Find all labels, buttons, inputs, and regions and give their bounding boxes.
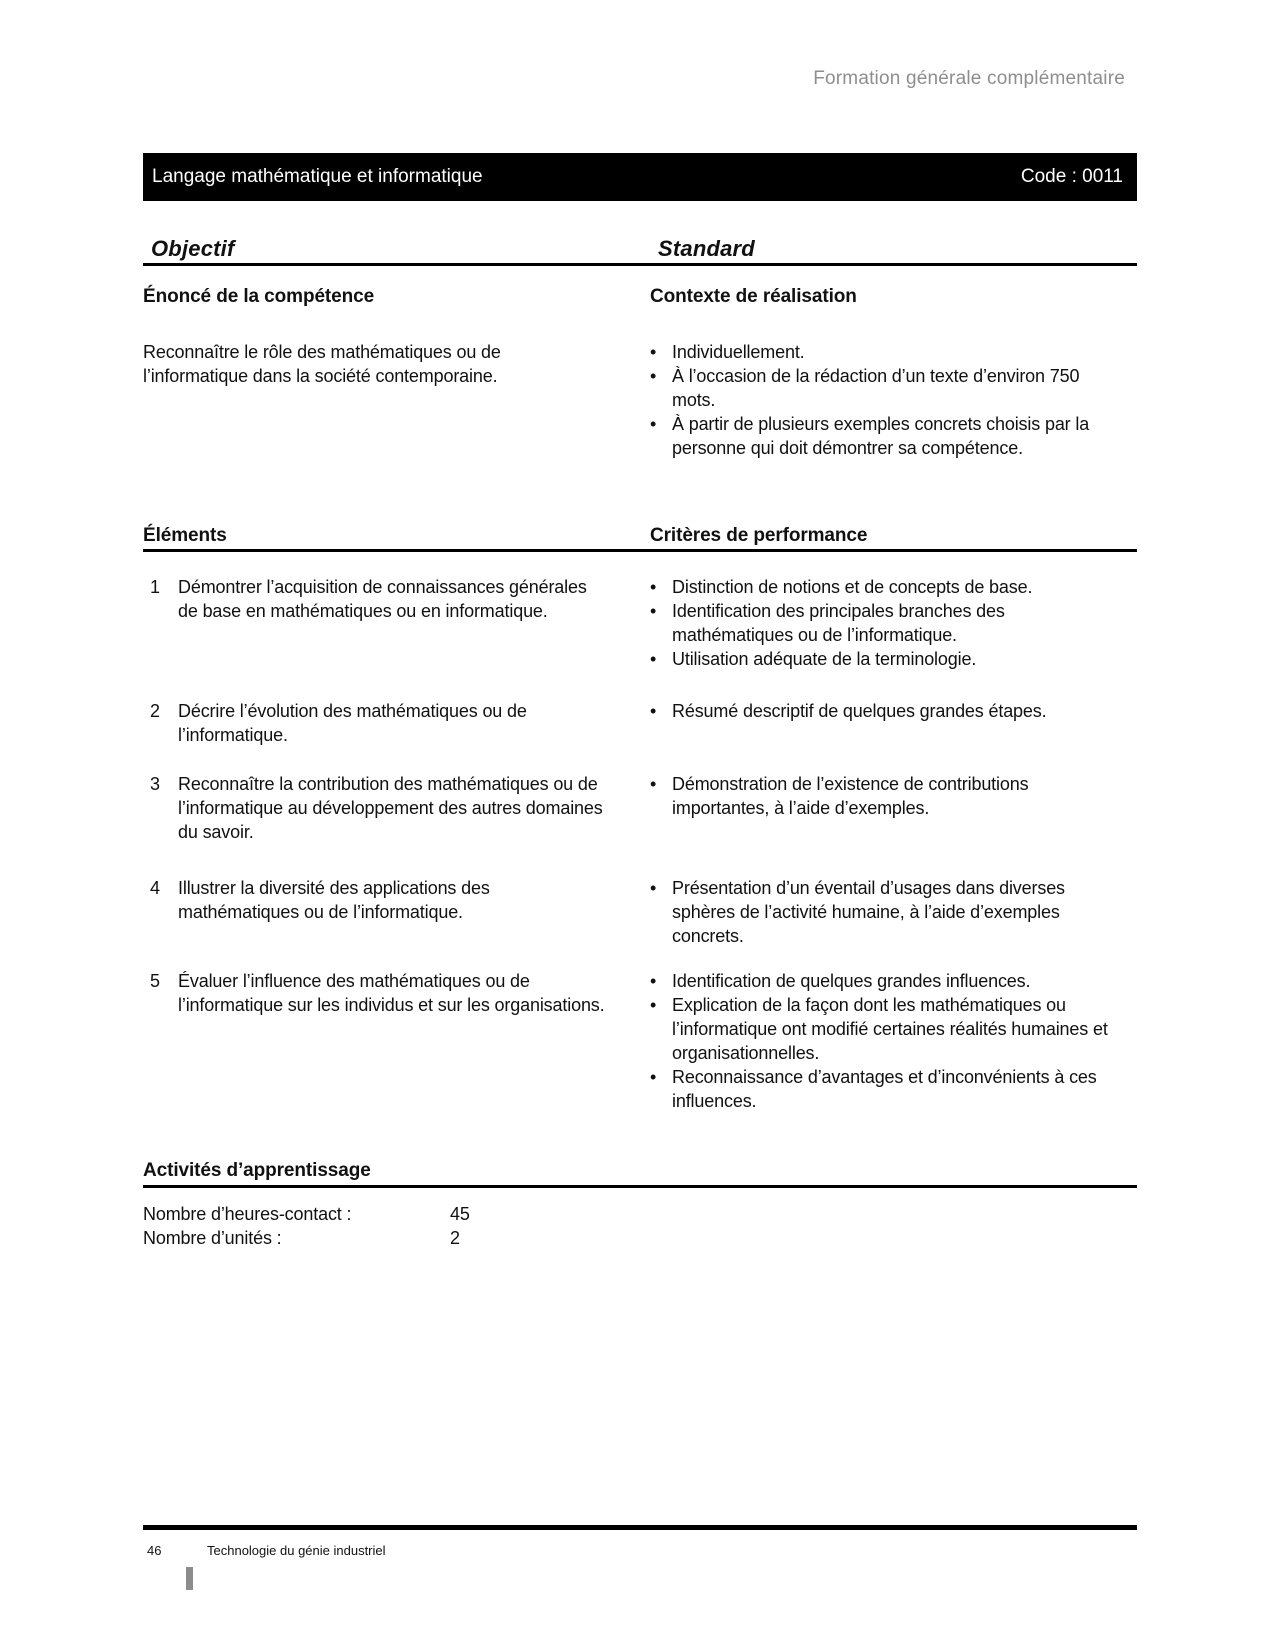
bullet-icon: • <box>650 774 657 794</box>
list-item <box>650 772 1137 820</box>
element-row <box>143 876 1137 969</box>
competence-statement: Reconnaître le rôle des mathématiques ou de l’informatique dans la société contemporaine. <box>143 342 501 386</box>
context-bullet-list <box>650 340 1137 460</box>
bullet-icon: • <box>650 414 657 434</box>
heading-activites: Activités d’apprentissage <box>143 1160 371 1181</box>
heading-elements: Éléments <box>143 525 227 546</box>
course-code: Code : 0011 <box>1020 166 1123 187</box>
element-statement <box>143 699 650 772</box>
bullet-text: Identification des principales branches des mathématiques ou de l’informatique. <box>672 601 1005 645</box>
bullet-icon: • <box>650 366 657 386</box>
list-item <box>650 1065 1137 1113</box>
bullet-text: À l’occasion de la rédaction d’un texte d’environ 750 mots. <box>672 366 1080 410</box>
element-statement <box>143 575 650 699</box>
bullet-icon: • <box>650 649 657 669</box>
bullet-text: À partir de plusieurs exemples concrets choisis par la personne qui doit démontrer sa compétence. <box>672 414 1090 458</box>
bullet-icon: • <box>650 1067 657 1087</box>
bullet-text: Explication de la façon dont les mathématiques ou l’informatique ont modifié certaines réalités humaines et organisationnelles. <box>672 995 1108 1063</box>
course-title-bar <box>143 153 1137 201</box>
element-text: Démontrer l’acquisition de connaissances générales de base en mathématiques ou en informatique. <box>178 577 587 621</box>
criteria-list <box>650 969 1137 1113</box>
bullet-text: Utilisation adéquate de la terminologie. <box>672 649 977 669</box>
print-registration-mark <box>186 1567 193 1590</box>
heading-standard: Standard <box>658 236 755 261</box>
elements-items <box>143 575 1137 1113</box>
bullet-text: Distinction de notions et de concepts de base. <box>672 577 1033 597</box>
heading-contexte: Contexte de réalisation <box>650 286 857 307</box>
element-row <box>143 772 1137 876</box>
list-item <box>650 993 1137 1065</box>
criteria-list <box>650 699 1137 723</box>
list-item <box>650 340 1137 364</box>
element-text: Décrire l’évolution des mathématiques ou de l’informatique. <box>178 701 527 745</box>
bullet-icon: • <box>650 577 657 597</box>
element-statement <box>143 969 650 1113</box>
criteria-list <box>650 772 1137 820</box>
bullet-text: Identification de quelques grandes influences. <box>672 971 1031 991</box>
list-item <box>650 412 1137 460</box>
section-activites <box>143 1160 1137 1250</box>
bullet-icon: • <box>650 995 657 1015</box>
section-elements-criteres <box>143 525 1137 1113</box>
element-statement <box>143 876 650 969</box>
running-header: Formation générale complémentaire <box>813 68 1125 89</box>
section-divider <box>143 549 1137 552</box>
bullet-icon: • <box>650 701 657 721</box>
list-item <box>650 599 1137 647</box>
footer-rule <box>143 1525 1137 1530</box>
element-row <box>143 969 1137 1113</box>
bullet-text: Individuellement. <box>672 342 805 362</box>
main-headings-row <box>143 236 1137 263</box>
bullet-text: Démonstration de l’existence de contributions importantes, à l’aide d’exemples. <box>672 774 1029 818</box>
element-row <box>143 575 1137 699</box>
element-number: 3 <box>150 774 160 794</box>
list-item <box>650 969 1137 993</box>
list-item <box>650 699 1137 723</box>
bullet-icon: • <box>650 971 657 991</box>
bullet-icon: • <box>650 878 657 898</box>
section-objectif-standard <box>143 236 1137 460</box>
element-text: Évaluer l’influence des mathématiques ou de l’informatique sur les individus et sur les organisations. <box>178 971 605 1015</box>
element-text: Illustrer la diversité des applications des mathématiques ou de l’informatique. <box>178 878 490 922</box>
competence-body <box>143 340 1137 460</box>
list-item <box>650 364 1137 412</box>
element-number: 1 <box>150 577 160 597</box>
element-number: 5 <box>150 971 160 991</box>
activity-row <box>143 1226 1137 1250</box>
bullet-icon: • <box>650 601 657 621</box>
bullet-icon: • <box>650 342 657 362</box>
bullet-text: Présentation d’un éventail d’usages dans diverses sphères de l’activité humaine, à l’aide d’exemples concrets. <box>672 878 1065 946</box>
element-statement <box>143 772 650 876</box>
list-item <box>650 647 1137 671</box>
activities-rows <box>143 1202 1137 1250</box>
sub-headings-row <box>143 286 1137 308</box>
element-number: 4 <box>150 878 160 898</box>
heading-objectif: Objectif <box>151 236 235 261</box>
footer <box>147 1543 386 1558</box>
heading-enonce: Énoncé de la compétence <box>143 286 375 307</box>
section-divider <box>143 1185 1137 1188</box>
page-number: 46 <box>147 1543 162 1558</box>
element-row <box>143 699 1137 772</box>
list-item <box>650 575 1137 599</box>
activity-label: Nombre d’heures-contact : <box>143 1204 352 1224</box>
activity-row <box>143 1202 1137 1226</box>
list-item <box>650 876 1137 948</box>
element-text: Reconnaître la contribution des mathématiques ou de l’informatique au développement des autres domaines du savoir. <box>178 774 603 842</box>
heading-criteres: Critères de performance <box>650 525 868 546</box>
criteria-list <box>650 876 1137 948</box>
section-divider <box>143 263 1137 266</box>
activity-value: 45 <box>450 1204 470 1224</box>
element-number: 2 <box>150 701 160 721</box>
bullet-text: Reconnaissance d’avantages et d’inconvénients à ces influences. <box>672 1067 1097 1111</box>
elements-headings-row <box>143 525 1137 549</box>
activity-value: 2 <box>450 1228 460 1248</box>
activity-label: Nombre d’unités : <box>143 1228 282 1248</box>
criteria-list <box>650 575 1137 671</box>
course-title: Langage mathématique et informatique <box>152 166 483 187</box>
bullet-text: Résumé descriptif de quelques grandes étapes. <box>672 701 1047 721</box>
footer-text: Technologie du génie industriel <box>207 1543 386 1558</box>
